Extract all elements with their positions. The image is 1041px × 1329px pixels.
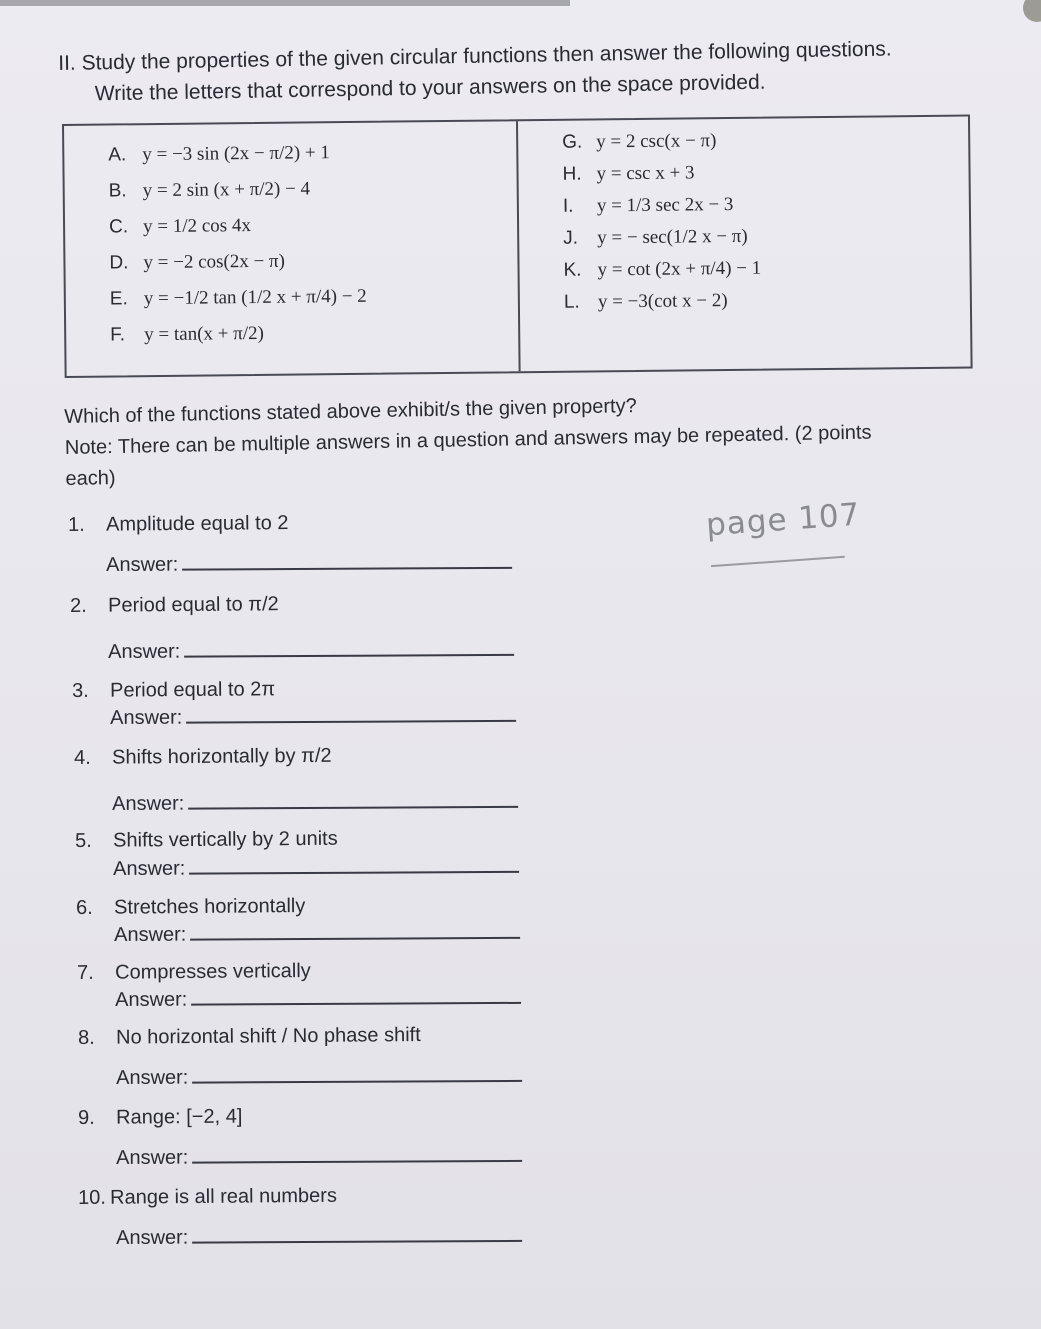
- function-d: D. y = −2 cos(2x − π): [109, 250, 286, 274]
- answer-row-5: Answer:: [113, 853, 519, 883]
- function-k: K. y = cot (2x + π/4) − 1: [563, 257, 762, 281]
- answer-row-9: Answer:: [116, 1142, 522, 1172]
- function-b: B. y = 2 sin (x + π/2) − 4: [108, 178, 311, 202]
- instructions-line-1: Which of the functions stated above exhibit/s the given property?: [64, 395, 637, 428]
- answer-blank-3[interactable]: [186, 702, 516, 724]
- question-4: 4. Shifts horizontally by π/2: [74, 744, 332, 769]
- answer-row-7: Answer:: [115, 984, 521, 1014]
- function-a: A. y = −3 sin (2x − π/2) + 1: [108, 142, 330, 166]
- instructions-line-3: each): [65, 467, 116, 490]
- answer-blank-1[interactable]: [182, 549, 512, 571]
- function-f: F. y = tan(x + π/2): [110, 322, 264, 346]
- function-i: I. y = 1/3 sec 2x − 3: [562, 193, 734, 217]
- question-7: 7. Compresses vertically: [77, 959, 311, 984]
- answer-row-3: Answer:: [110, 702, 516, 732]
- heading-line-2: Write the letters that correspond to your answers on the space provided.: [94, 70, 766, 106]
- answer-blank-5[interactable]: [189, 853, 519, 875]
- question-2: 2. Period equal to π/2: [70, 593, 279, 617]
- question-1: 1. Amplitude equal to 2: [68, 512, 289, 536]
- answer-blank-2[interactable]: [184, 636, 514, 658]
- question-9: 9. Range: [−2, 4]: [78, 1105, 243, 1129]
- function-l: L. y = −3(cot x − 2): [563, 290, 728, 313]
- question-6: 6. Stretches horizontally: [76, 894, 306, 919]
- question-3: 3. Period equal to 2π: [72, 678, 276, 702]
- answer-blank-9[interactable]: [192, 1142, 522, 1164]
- answer-row-2: Answer:: [108, 636, 514, 666]
- answer-row-8: Answer:: [116, 1062, 522, 1092]
- instructions-line-2: Note: There can be multiple answers in a question and answers may be repeated. (2 points: [64, 421, 872, 459]
- answer-row-6: Answer:: [114, 919, 520, 949]
- function-h: H. y = csc x + 3: [562, 162, 695, 185]
- answer-row-1: Answer:: [106, 549, 512, 579]
- function-j: J. y = − sec(1/2 x − π): [563, 225, 748, 249]
- answer-blank-6[interactable]: [190, 919, 520, 941]
- question-5: 5. Shifts vertically by 2 units: [75, 827, 338, 852]
- question-8: 8. No horizontal shift / No phase shift: [78, 1024, 421, 1049]
- heading-line-1: II. Study the properties of the given circular functions then answer the following questions.: [58, 37, 892, 75]
- answer-blank-8[interactable]: [192, 1062, 522, 1084]
- answer-row-4: Answer:: [112, 788, 518, 818]
- handwritten-page-note: page 107: [705, 497, 862, 544]
- function-c: C. y = 1/2 cos 4x: [108, 215, 252, 238]
- function-g: G. y = 2 csc(x − π): [562, 130, 717, 153]
- answer-blank-7[interactable]: [191, 984, 521, 1006]
- answer-row-10: Answer:: [116, 1222, 522, 1252]
- answer-blank-4[interactable]: [188, 788, 518, 810]
- question-10: 10. Range is all real numbers: [78, 1184, 337, 1209]
- answer-blank-10[interactable]: [192, 1222, 522, 1244]
- function-e: E. y = −1/2 tan (1/2 x + π/4) − 2: [109, 285, 367, 310]
